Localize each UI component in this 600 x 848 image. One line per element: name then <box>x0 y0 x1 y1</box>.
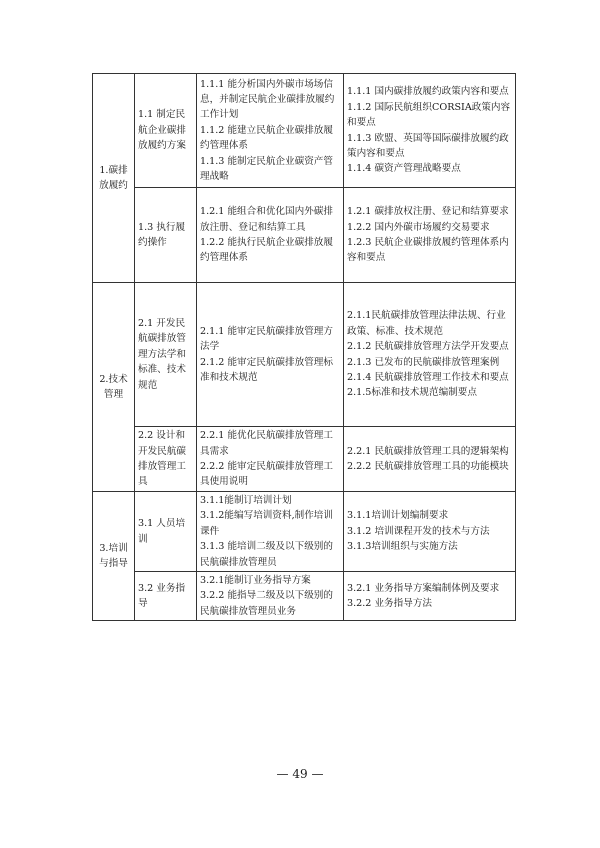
page-number: — 49 — <box>276 767 324 781</box>
knowledge-item: 2.1.2 民航碳排放管理方法学开发要点 <box>347 341 509 353</box>
table-row <box>93 492 516 572</box>
skill-item: 3.1.3 能培训二级及以下级别的民航碳排放管理员 <box>200 541 333 568</box>
knowledge-requirements <box>344 492 516 572</box>
skill-item: 3.1.2能编写培训资料,制作培训课件 <box>200 510 333 537</box>
knowledge-item: 1.1.4 碳资产管理战略要点 <box>347 163 461 175</box>
skill-requirements <box>197 572 344 621</box>
skill-item: 3.1.1能制订培训计划 <box>200 495 292 506</box>
section-title: 3.培训与指导 <box>93 492 135 621</box>
work-unit: 2.1 开发民航碳排放管理方法学和标准、技术规范 <box>135 283 197 427</box>
table-row <box>93 283 516 427</box>
skill-requirements <box>197 283 344 427</box>
knowledge-item: 3.1.3培训组织与实施方法 <box>347 541 458 553</box>
knowledge-item: 2.1.5标准和技术规范编制要点 <box>347 387 477 399</box>
knowledge-item: 1.1.2 国际民航组织CORSIA政策内容和要点 <box>347 101 511 129</box>
knowledge-item: 2.1.4 民航碳排放管理工作技术和要点 <box>347 371 509 383</box>
knowledge-item: 2.1.1民航碳排放管理法律法规、行业政策、标准、技术规范 <box>347 310 506 337</box>
knowledge-item: 3.1.1培训计划编制要求 <box>347 510 449 522</box>
skill-item: 2.2.1 能优化民航碳排放管理工具需求 <box>200 430 333 457</box>
knowledge-item: 1.2.3 民航企业碳排放履约管理体系内容和要点 <box>347 237 509 264</box>
knowledge-item: 2.2.2 民航碳排放管理工具的功能模块 <box>347 461 509 472</box>
knowledge-item: 1.2.2 国内外碳市场履约交易要求 <box>347 221 490 233</box>
knowledge-item: 1.1.1 国内碳排放履约政策内容和要点 <box>347 86 509 98</box>
skill-requirements <box>197 492 344 572</box>
knowledge-requirements <box>344 572 516 621</box>
knowledge-item: 1.2.1 碳排放权注册、登记和结算要求 <box>347 206 509 218</box>
table-row <box>93 427 516 492</box>
knowledge-item: 2.1.3 已发布的民航碳排放管理案例 <box>347 356 500 368</box>
table-row <box>93 572 516 621</box>
skill-requirements <box>197 74 344 188</box>
skill-item: 1.1.3 能制定民航企业碳资产管理战略 <box>200 155 333 183</box>
skill-item: 2.1.1 能审定民航碳排放管理方法学 <box>200 325 333 353</box>
skill-item: 2.1.2 能审定民航碳排放管理标准和技术规范 <box>200 356 333 383</box>
work-unit: 1.3 执行履约操作 <box>135 188 197 283</box>
skill-item: 2.2.2 能审定民航碳排放管理工具使用说明 <box>200 461 333 488</box>
knowledge-requirements <box>344 283 516 427</box>
work-unit: 3.2 业务指导 <box>135 572 197 621</box>
skill-requirements <box>197 427 344 492</box>
skill-item: 3.2.2 能指导二级及以下级别的民航碳排放管理员业务 <box>200 590 333 617</box>
skill-item: 1.1.1 能分析国内外碳市场场信息，并制定民航企业碳排放履约工作计划 <box>200 78 335 121</box>
skill-requirements <box>197 188 344 283</box>
knowledge-requirements <box>344 74 516 188</box>
work-unit: 3.1 人员培训 <box>135 492 197 572</box>
knowledge-item: 3.2.2 业务指导方法 <box>347 598 433 610</box>
skill-item: 1.2.2 能执行民航企业碳排放履约管理体系 <box>200 237 333 264</box>
table-row <box>93 74 516 188</box>
table-row <box>93 188 516 283</box>
section-title: 1.碳排放履约 <box>93 74 135 283</box>
skill-item: 1.2.1 能组合和优化国内外碳排放注册、登记和结算工具 <box>200 206 333 233</box>
knowledge-item: 3.1.2 培训课程开发的技术与方法 <box>347 525 490 537</box>
knowledge-item: 2.2.1 民航碳排放管理工具的逻辑架构 <box>347 445 509 457</box>
skill-item: 1.1.2 能建立民航企业碳排放履约管理体系 <box>200 124 333 152</box>
knowledge-requirements <box>344 427 516 492</box>
knowledge-item: 1.1.3 欧盟、英国等国际碳排放履约政策内容和要点 <box>347 132 509 159</box>
work-unit: 1.1 制定民航企业碳排放履约方案 <box>135 74 197 188</box>
knowledge-item: 3.2.1 业务指导方案编制体例及要求 <box>347 582 500 594</box>
work-unit: 2.2 设计和开发民航碳排放管理工具 <box>135 427 197 492</box>
skill-item: 3.2.1能制订业务指导方案 <box>200 575 311 587</box>
section-title: 2.技术管理 <box>93 283 135 492</box>
skill-requirements-table <box>92 73 516 621</box>
knowledge-requirements <box>344 188 516 283</box>
